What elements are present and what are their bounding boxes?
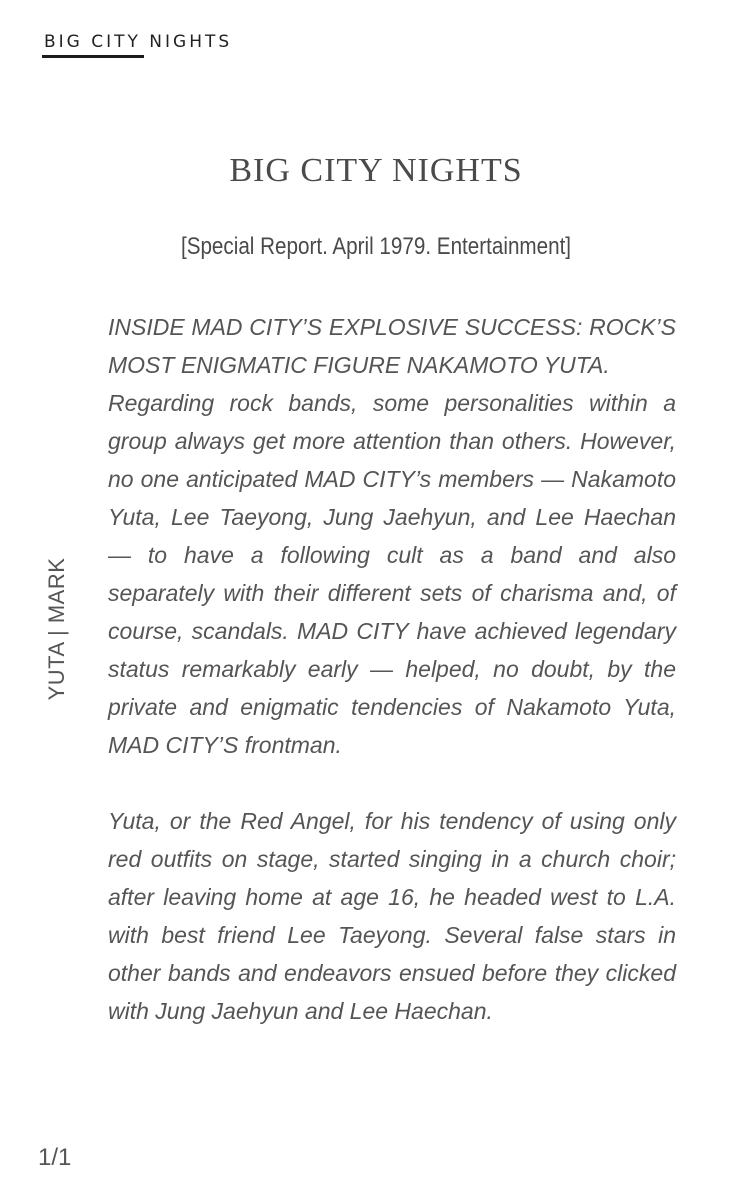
vertical-side-label: YUTA | MARK [44,557,69,701]
active-tab-underline [42,55,144,58]
page-indicator: 1/1 [38,1144,72,1171]
article-paragraph-1: Regarding rock bands, some personalities within a group always get more attention than others. However, no one anticipated MAD CITY’s members — Nakamoto Yuta, Lee Taeyong, Jung Jaehyun, and Lee Haechan — to have a following cult as a band and also separately with their different sets of charisma and, of course, scandals. MAD CITY have achieved legendary status remarkably early — helped, no doubt, by the private and enigmatic tendencies of Nakamoto Yuta, MAD CITY’S frontman. [108,390,676,758]
article-paragraph-2: Yuta, or the Red Angel, for his tendency of using only red outfits on stage, started singing in a church choir; after leaving home at age 16, he headed west to L.A. with best friend Lee Taeyong. Several false stars in other bands and endeavors ensued before they clicked with Jung Jaehyun and Lee Haechan. [108,808,676,1024]
chapter-subtitle: [Special Report. April 1979. Entertainment] [180,233,572,260]
chapter-title: BIG CITY NIGHTS [229,152,523,189]
book-title-tab[interactable]: BIG CITY NIGHTS [44,32,233,52]
article-headline: INSIDE MAD CITY’S EXPLOSIVE SUCCESS: ROCK’S MOST ENIGMATIC FIGURE NAKAMOTO YUTA. [108,314,676,378]
article-body [108,308,676,1030]
